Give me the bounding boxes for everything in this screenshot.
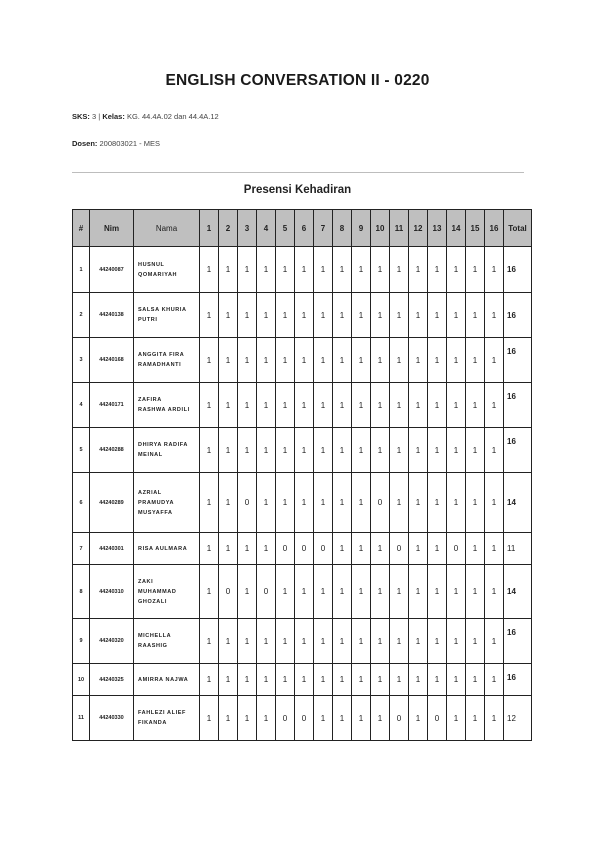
row-number: 6 bbox=[73, 473, 90, 533]
attendance-total: 16 bbox=[504, 293, 532, 338]
attendance-total: 14 bbox=[504, 473, 532, 533]
table-row bbox=[73, 383, 532, 428]
table-row bbox=[73, 696, 532, 741]
attendance-cell: 1 bbox=[257, 338, 276, 383]
attendance-cell: 1 bbox=[447, 383, 466, 428]
row-number: 9 bbox=[73, 619, 90, 664]
attendance-cell: 1 bbox=[257, 533, 276, 565]
table-row bbox=[73, 473, 532, 533]
table-body bbox=[73, 247, 532, 741]
attendance-cell: 1 bbox=[409, 696, 428, 741]
attendance-cell: 1 bbox=[466, 696, 485, 741]
attendance-cell: 1 bbox=[200, 619, 219, 664]
attendance-cell: 1 bbox=[371, 338, 390, 383]
row-number: 1 bbox=[73, 247, 90, 293]
attendance-cell: 1 bbox=[257, 473, 276, 533]
attendance-cell: 1 bbox=[352, 565, 371, 619]
attendance-cell: 1 bbox=[257, 428, 276, 473]
attendance-cell: 1 bbox=[295, 247, 314, 293]
attendance-cell: 1 bbox=[447, 696, 466, 741]
attendance-cell: 1 bbox=[295, 338, 314, 383]
student-name-line: HUSNUL bbox=[138, 261, 165, 268]
student-name-line: PRAMUDYA bbox=[138, 499, 175, 506]
student-name-line: RAASHIG bbox=[138, 643, 168, 649]
attendance-cell: 1 bbox=[466, 565, 485, 619]
section-title: Presensi Kehadiran bbox=[243, 184, 352, 196]
attendance-cell: 1 bbox=[371, 619, 390, 664]
attendance-cell: 1 bbox=[238, 565, 257, 619]
row-number: 4 bbox=[73, 383, 90, 428]
document-title: ENGLISH CONVERSATION II - 0220 bbox=[165, 72, 430, 89]
attendance-cell: 1 bbox=[238, 428, 257, 473]
attendance-cell: 1 bbox=[200, 338, 219, 383]
row-number: 3 bbox=[73, 338, 90, 383]
attendance-cell: 1 bbox=[257, 383, 276, 428]
attendance-cell: 1 bbox=[352, 533, 371, 565]
kelas-label: Kelas: bbox=[102, 112, 125, 121]
student-nim: 44240087 bbox=[90, 247, 134, 293]
attendance-cell: 1 bbox=[371, 383, 390, 428]
attendance-cell: 1 bbox=[333, 428, 352, 473]
table-row bbox=[73, 247, 532, 293]
attendance-cell: 1 bbox=[200, 247, 219, 293]
lecturer-info bbox=[72, 139, 160, 148]
attendance-cell: 1 bbox=[314, 383, 333, 428]
attendance-cell: 1 bbox=[314, 428, 333, 473]
student-name-line: MEINAL bbox=[138, 452, 163, 458]
row-number: 2 bbox=[73, 293, 90, 338]
row-number: 5 bbox=[73, 428, 90, 473]
sks-value: 3 bbox=[92, 112, 97, 121]
attendance-cell: 1 bbox=[409, 565, 428, 619]
attendance-cell: 1 bbox=[390, 247, 409, 293]
student-name bbox=[134, 696, 200, 741]
dosen-label: Dosen: bbox=[72, 139, 98, 148]
student-nim: 44240310 bbox=[90, 565, 134, 619]
attendance-cell: 1 bbox=[333, 247, 352, 293]
student-name bbox=[134, 338, 200, 383]
attendance-cell: 1 bbox=[276, 664, 295, 696]
attendance-cell: 1 bbox=[371, 533, 390, 565]
attendance-total: 11 bbox=[504, 533, 532, 565]
table-row bbox=[73, 664, 532, 696]
attendance-cell: 1 bbox=[276, 473, 295, 533]
attendance-cell: 1 bbox=[447, 619, 466, 664]
attendance-cell: 1 bbox=[409, 473, 428, 533]
student-name-line: MUSYAFFA bbox=[138, 509, 173, 516]
column-header: 4 bbox=[257, 210, 276, 247]
table-row bbox=[73, 565, 532, 619]
attendance-cell: 1 bbox=[219, 383, 238, 428]
student-name bbox=[134, 664, 200, 696]
attendance-cell: 1 bbox=[352, 619, 371, 664]
attendance-cell: 1 bbox=[447, 428, 466, 473]
student-name-line: FAHLEZI ALIEF bbox=[138, 710, 186, 716]
column-header: 16 bbox=[485, 210, 504, 247]
column-header: 3 bbox=[238, 210, 257, 247]
attendance-cell: 1 bbox=[276, 428, 295, 473]
attendance-cell: 0 bbox=[257, 565, 276, 619]
attendance-cell: 1 bbox=[428, 565, 447, 619]
column-header: 7 bbox=[314, 210, 333, 247]
attendance-cell: 1 bbox=[333, 338, 352, 383]
student-nim: 44240288 bbox=[90, 428, 134, 473]
column-header: Nim bbox=[90, 210, 134, 247]
attendance-total: 16 bbox=[504, 428, 532, 473]
attendance-cell: 1 bbox=[314, 565, 333, 619]
student-name bbox=[134, 619, 200, 664]
attendance-cell: 1 bbox=[238, 619, 257, 664]
attendance-cell: 1 bbox=[466, 338, 485, 383]
student-nim: 44240320 bbox=[90, 619, 134, 664]
student-nim: 44240138 bbox=[90, 293, 134, 338]
attendance-cell: 1 bbox=[371, 696, 390, 741]
attendance-cell: 1 bbox=[200, 473, 219, 533]
attendance-cell: 1 bbox=[219, 664, 238, 696]
attendance-cell: 1 bbox=[485, 293, 504, 338]
attendance-cell: 0 bbox=[238, 473, 257, 533]
column-header: 2 bbox=[219, 210, 238, 247]
student-nim: 44240325 bbox=[90, 664, 134, 696]
attendance-cell: 1 bbox=[219, 473, 238, 533]
attendance-cell: 1 bbox=[409, 383, 428, 428]
attendance-cell: 1 bbox=[314, 619, 333, 664]
student-name-line: ZAFIRA bbox=[138, 397, 162, 403]
attendance-cell: 1 bbox=[295, 619, 314, 664]
student-name-line: AZRIAL bbox=[138, 489, 162, 496]
attendance-cell: 1 bbox=[200, 293, 219, 338]
column-header: 6 bbox=[295, 210, 314, 247]
column-header: 11 bbox=[390, 210, 409, 247]
attendance-cell: 1 bbox=[276, 293, 295, 338]
student-nim: 44240301 bbox=[90, 533, 134, 565]
attendance-cell: 1 bbox=[390, 338, 409, 383]
attendance-cell: 1 bbox=[371, 428, 390, 473]
attendance-total: 16 bbox=[504, 664, 532, 696]
attendance-cell: 1 bbox=[219, 428, 238, 473]
attendance-cell: 1 bbox=[257, 664, 276, 696]
attendance-cell: 1 bbox=[428, 473, 447, 533]
attendance-cell: 1 bbox=[276, 383, 295, 428]
attendance-cell: 1 bbox=[447, 565, 466, 619]
column-header: 14 bbox=[447, 210, 466, 247]
attendance-cell: 1 bbox=[466, 619, 485, 664]
student-name bbox=[134, 533, 200, 565]
attendance-cell: 1 bbox=[314, 338, 333, 383]
attendance-cell: 1 bbox=[314, 293, 333, 338]
student-name-line: RASHWA ARDILI bbox=[138, 407, 190, 413]
attendance-cell: 1 bbox=[485, 428, 504, 473]
column-header: 12 bbox=[409, 210, 428, 247]
attendance-cell: 1 bbox=[333, 565, 352, 619]
attendance-cell: 1 bbox=[276, 247, 295, 293]
attendance-cell: 1 bbox=[238, 664, 257, 696]
attendance-cell: 1 bbox=[466, 247, 485, 293]
attendance-cell: 1 bbox=[352, 664, 371, 696]
student-name-line: FIKANDA bbox=[138, 720, 167, 726]
attendance-cell: 1 bbox=[352, 293, 371, 338]
attendance-cell: 1 bbox=[352, 247, 371, 293]
student-name-line: AMIRRA NAJWA bbox=[138, 676, 189, 683]
sks-label: SKS: bbox=[72, 112, 90, 121]
student-name-line: SALSA KHURIA bbox=[138, 307, 187, 313]
attendance-cell: 0 bbox=[276, 533, 295, 565]
student-name-line: MUHAMMAD bbox=[138, 588, 177, 595]
attendance-cell: 1 bbox=[409, 428, 428, 473]
attendance-cell: 1 bbox=[352, 338, 371, 383]
table-row bbox=[73, 293, 532, 338]
attendance-cell: 1 bbox=[276, 619, 295, 664]
student-name bbox=[134, 565, 200, 619]
attendance-cell: 1 bbox=[333, 664, 352, 696]
attendance-cell: 1 bbox=[238, 696, 257, 741]
attendance-cell: 1 bbox=[257, 247, 276, 293]
attendance-cell: 1 bbox=[447, 247, 466, 293]
attendance-cell: 0 bbox=[295, 696, 314, 741]
attendance-cell: 1 bbox=[466, 533, 485, 565]
student-name-line: ZAKI bbox=[138, 578, 154, 585]
attendance-cell: 1 bbox=[428, 338, 447, 383]
attendance-total: 14 bbox=[504, 565, 532, 619]
attendance-cell: 1 bbox=[409, 619, 428, 664]
attendance-cell: 1 bbox=[390, 383, 409, 428]
attendance-cell: 1 bbox=[409, 533, 428, 565]
attendance-cell: 1 bbox=[485, 247, 504, 293]
attendance-cell: 1 bbox=[333, 473, 352, 533]
attendance-cell: 1 bbox=[257, 619, 276, 664]
attendance-cell: 0 bbox=[295, 533, 314, 565]
kelas-value: KG. 44.4A.02 dan 44.4A.12 bbox=[126, 112, 219, 121]
attendance-cell: 1 bbox=[333, 696, 352, 741]
attendance-total: 16 bbox=[504, 338, 532, 383]
attendance-cell: 1 bbox=[219, 247, 238, 293]
attendance-cell: 1 bbox=[428, 428, 447, 473]
row-number: 11 bbox=[73, 696, 90, 741]
attendance-cell: 1 bbox=[295, 565, 314, 619]
row-number: 10 bbox=[73, 664, 90, 696]
student-name-line: DHIRYA RADIFA bbox=[138, 442, 188, 448]
attendance-cell: 1 bbox=[295, 664, 314, 696]
attendance-cell: 1 bbox=[238, 293, 257, 338]
attendance-cell: 1 bbox=[352, 383, 371, 428]
row-number: 7 bbox=[73, 533, 90, 565]
column-header: 10 bbox=[371, 210, 390, 247]
attendance-cell: 1 bbox=[371, 565, 390, 619]
student-name-line: GHOZALI bbox=[138, 598, 167, 605]
attendance-cell: 1 bbox=[371, 293, 390, 338]
student-name-line: ANGGITA FIRA bbox=[138, 352, 185, 358]
attendance-cell: 1 bbox=[295, 383, 314, 428]
attendance-cell: 1 bbox=[352, 696, 371, 741]
student-name bbox=[134, 383, 200, 428]
attendance-cell: 0 bbox=[314, 533, 333, 565]
attendance-cell: 1 bbox=[466, 428, 485, 473]
attendance-cell: 1 bbox=[352, 473, 371, 533]
attendance-cell: 1 bbox=[219, 619, 238, 664]
attendance-cell: 1 bbox=[466, 664, 485, 696]
attendance-cell: 1 bbox=[390, 293, 409, 338]
column-header: 13 bbox=[428, 210, 447, 247]
student-name-line: RISA AULMARA bbox=[138, 545, 188, 552]
attendance-cell: 1 bbox=[485, 473, 504, 533]
column-header: 1 bbox=[200, 210, 219, 247]
attendance-cell: 1 bbox=[428, 533, 447, 565]
attendance-cell: 1 bbox=[390, 473, 409, 533]
column-header: Total bbox=[504, 210, 532, 247]
row-number: 8 bbox=[73, 565, 90, 619]
attendance-cell: 1 bbox=[238, 338, 257, 383]
attendance-cell: 1 bbox=[333, 383, 352, 428]
column-header: 5 bbox=[276, 210, 295, 247]
attendance-total: 12 bbox=[504, 696, 532, 741]
attendance-cell: 1 bbox=[428, 619, 447, 664]
student-nim: 44240289 bbox=[90, 473, 134, 533]
attendance-cell: 0 bbox=[371, 473, 390, 533]
attendance-cell: 1 bbox=[295, 473, 314, 533]
attendance-cell: 1 bbox=[409, 247, 428, 293]
attendance-cell: 1 bbox=[352, 428, 371, 473]
attendance-cell: 1 bbox=[333, 293, 352, 338]
attendance-cell: 1 bbox=[447, 473, 466, 533]
attendance-cell: 1 bbox=[390, 619, 409, 664]
attendance-cell: 1 bbox=[200, 664, 219, 696]
table-row bbox=[73, 428, 532, 473]
attendance-cell: 1 bbox=[428, 383, 447, 428]
separator: | bbox=[98, 112, 101, 121]
student-nim: 44240168 bbox=[90, 338, 134, 383]
attendance-cell: 1 bbox=[219, 696, 238, 741]
student-name bbox=[134, 428, 200, 473]
column-header: # bbox=[73, 210, 90, 247]
student-name bbox=[134, 247, 200, 293]
attendance-cell: 1 bbox=[200, 696, 219, 741]
attendance-cell: 0 bbox=[447, 533, 466, 565]
column-header: 15 bbox=[466, 210, 485, 247]
attendance-cell: 1 bbox=[200, 533, 219, 565]
table-row bbox=[73, 533, 532, 565]
column-header: Nama bbox=[134, 210, 200, 247]
attendance-cell: 1 bbox=[466, 473, 485, 533]
attendance-cell: 1 bbox=[466, 383, 485, 428]
attendance-cell: 1 bbox=[314, 696, 333, 741]
attendance-cell: 0 bbox=[219, 565, 238, 619]
attendance-table bbox=[72, 209, 532, 741]
attendance-cell: 1 bbox=[238, 247, 257, 293]
table-row bbox=[73, 338, 532, 383]
table-row bbox=[73, 619, 532, 664]
attendance-cell: 1 bbox=[447, 293, 466, 338]
attendance-cell: 1 bbox=[409, 293, 428, 338]
attendance-cell: 0 bbox=[390, 696, 409, 741]
attendance-total: 16 bbox=[504, 247, 532, 293]
attendance-cell: 1 bbox=[219, 338, 238, 383]
student-name-line: RAMADHANTI bbox=[138, 362, 182, 368]
attendance-cell: 1 bbox=[276, 338, 295, 383]
attendance-cell: 1 bbox=[333, 533, 352, 565]
table-header-row bbox=[73, 210, 532, 247]
attendance-cell: 1 bbox=[295, 293, 314, 338]
student-nim: 44240330 bbox=[90, 696, 134, 741]
column-header: 9 bbox=[352, 210, 371, 247]
attendance-cell: 1 bbox=[390, 664, 409, 696]
student-name bbox=[134, 293, 200, 338]
course-info bbox=[72, 112, 219, 121]
attendance-cell: 1 bbox=[485, 338, 504, 383]
attendance-cell: 1 bbox=[238, 383, 257, 428]
attendance-cell: 1 bbox=[371, 247, 390, 293]
attendance-cell: 1 bbox=[314, 473, 333, 533]
column-header: 8 bbox=[333, 210, 352, 247]
attendance-cell: 1 bbox=[333, 619, 352, 664]
student-name-line: PUTRI bbox=[138, 317, 158, 323]
attendance-cell: 1 bbox=[219, 533, 238, 565]
attendance-cell: 0 bbox=[276, 696, 295, 741]
attendance-cell: 1 bbox=[409, 664, 428, 696]
attendance-cell: 1 bbox=[200, 428, 219, 473]
attendance-cell: 1 bbox=[428, 664, 447, 696]
dosen-value: 200803021 - MES bbox=[99, 139, 160, 148]
attendance-cell: 1 bbox=[200, 383, 219, 428]
student-nim: 44240171 bbox=[90, 383, 134, 428]
attendance-cell: 1 bbox=[485, 664, 504, 696]
student-name-line: QOMARIYAH bbox=[138, 271, 178, 278]
attendance-cell: 1 bbox=[485, 619, 504, 664]
attendance-cell: 0 bbox=[428, 696, 447, 741]
attendance-cell: 1 bbox=[257, 696, 276, 741]
student-name bbox=[134, 473, 200, 533]
attendance-cell: 1 bbox=[447, 338, 466, 383]
attendance-cell: 1 bbox=[409, 338, 428, 383]
attendance-cell: 1 bbox=[485, 383, 504, 428]
attendance-total: 16 bbox=[504, 619, 532, 664]
attendance-cell: 1 bbox=[466, 293, 485, 338]
attendance-cell: 1 bbox=[314, 664, 333, 696]
attendance-cell: 1 bbox=[447, 664, 466, 696]
attendance-cell: 1 bbox=[390, 565, 409, 619]
attendance-cell: 1 bbox=[371, 664, 390, 696]
attendance-cell: 1 bbox=[314, 247, 333, 293]
attendance-cell: 1 bbox=[238, 533, 257, 565]
attendance-cell: 1 bbox=[200, 565, 219, 619]
attendance-cell: 0 bbox=[390, 533, 409, 565]
attendance-cell: 1 bbox=[428, 293, 447, 338]
divider bbox=[72, 172, 524, 173]
attendance-cell: 1 bbox=[428, 247, 447, 293]
attendance-cell: 1 bbox=[485, 696, 504, 741]
attendance-cell: 1 bbox=[276, 565, 295, 619]
attendance-cell: 1 bbox=[257, 293, 276, 338]
attendance-cell: 1 bbox=[219, 293, 238, 338]
attendance-cell: 1 bbox=[485, 565, 504, 619]
attendance-total: 16 bbox=[504, 383, 532, 428]
student-name-line: MICHELLA bbox=[138, 633, 172, 639]
attendance-cell: 1 bbox=[295, 428, 314, 473]
attendance-cell: 1 bbox=[485, 533, 504, 565]
attendance-cell: 1 bbox=[390, 428, 409, 473]
